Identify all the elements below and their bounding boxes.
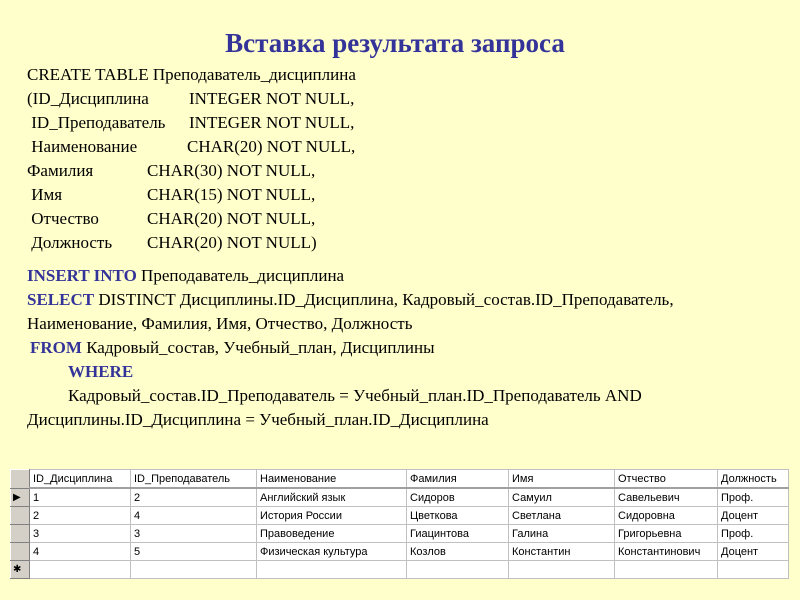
column-name: (ID_Дисциплина (27, 89, 149, 108)
select-line (27, 290, 674, 310)
column-type: CHAR(20) NOT NULL, (187, 137, 356, 156)
table-cell[interactable]: 3 (30, 525, 131, 543)
create-line (27, 89, 355, 109)
row-selector[interactable] (11, 525, 30, 543)
table-cell[interactable]: Константин (509, 543, 615, 561)
select-line-2: Наименование, Фамилия, Имя, Отчество, Должность (27, 314, 413, 333)
column-header[interactable]: ID_Преподаватель (131, 470, 257, 489)
column-type: CHAR(30) NOT NULL, (147, 161, 316, 180)
column-name: Наименование (27, 137, 138, 156)
column-type: INTEGER NOT NULL, (189, 113, 355, 132)
create-line (27, 209, 316, 229)
column-name: CREATE TABLE Преподаватель_дисциплина (27, 65, 356, 84)
select-fields: DISTINCT Дисциплины.ID_Дисциплина, Кадровый_состав.ID_Преподаватель, (94, 290, 674, 309)
table-cell[interactable]: История России (257, 507, 407, 525)
column-type: CHAR(15) NOT NULL, (147, 185, 316, 204)
new-row[interactable] (11, 561, 789, 579)
slide-title: Вставка результата запроса (225, 28, 565, 58)
create-line (27, 233, 317, 253)
table-cell[interactable]: Сидоров (407, 488, 509, 507)
table-row[interactable] (11, 525, 789, 543)
table-cell[interactable]: 3 (131, 525, 257, 543)
table-cell[interactable]: Константинович (615, 543, 718, 561)
new-record-icon[interactable]: ✱ (11, 561, 30, 579)
table-row[interactable] (11, 488, 789, 507)
column-name: ID_Преподаватель (27, 113, 166, 132)
column-name: Должность (27, 233, 113, 252)
result-table (10, 469, 789, 579)
table-cell[interactable]: Савельевич (615, 488, 718, 507)
column-type: INTEGER NOT NULL, (189, 89, 355, 108)
column-header[interactable]: Наименование (257, 470, 407, 489)
keyword-from: FROM (30, 338, 82, 357)
column-name: Имя (27, 185, 63, 204)
where-line-2: Дисциплины.ID_Дисциплина = Учебный_план.ID_Дисциплина (27, 410, 489, 429)
table-cell[interactable]: Доцент (718, 543, 789, 561)
create-line (27, 113, 355, 133)
table-cell[interactable] (718, 561, 789, 579)
table-cell[interactable]: 4 (131, 507, 257, 525)
table-cell[interactable]: Проф. (718, 525, 789, 543)
column-header[interactable]: Фамилия (407, 470, 509, 489)
table-cell[interactable]: Григорьевна (615, 525, 718, 543)
keyword-insert: INSERT INTO (27, 266, 137, 285)
create-line (27, 161, 316, 181)
row-selector-header (11, 470, 30, 489)
column-name: Фамилия (27, 161, 94, 180)
insert-line (27, 266, 344, 286)
column-name: Отчество (27, 209, 99, 228)
table-cell[interactable]: 2 (30, 507, 131, 525)
table-cell[interactable]: Цветкова (407, 507, 509, 525)
table-cell[interactable]: Проф. (718, 488, 789, 507)
column-header[interactable]: ID_Дисциплина (30, 470, 131, 489)
column-header[interactable]: Отчество (615, 470, 718, 489)
where-line-1: Кадровый_состав.ID_Преподаватель = Учебный_план.ID_Преподаватель AND (68, 386, 642, 405)
table-cell[interactable] (615, 561, 718, 579)
table-cell[interactable]: Светлана (509, 507, 615, 525)
row-selector[interactable] (11, 507, 30, 525)
table-cell[interactable] (407, 561, 509, 579)
table-cell[interactable]: Физическая культура (257, 543, 407, 561)
table-cell[interactable]: Козлов (407, 543, 509, 561)
from-tables: Кадровый_состав, Учебный_план, Дисциплины (81, 338, 435, 357)
column-header[interactable]: Должность (718, 470, 789, 489)
table-cell[interactable]: Гиацинтова (407, 525, 509, 543)
table-cell[interactable]: Правоведение (257, 525, 407, 543)
from-line (30, 338, 435, 358)
column-type: CHAR(20) NOT NULL) (147, 233, 317, 252)
column-type: CHAR(20) NOT NULL, (147, 209, 316, 228)
table-cell[interactable] (30, 561, 131, 579)
table-cell[interactable]: Галина (509, 525, 615, 543)
create-line (27, 185, 316, 205)
table-cell[interactable]: Доцент (718, 507, 789, 525)
create-line (27, 65, 356, 85)
table-cell[interactable] (257, 561, 407, 579)
insert-target: Преподаватель_дисциплина (136, 266, 345, 285)
table-cell[interactable]: 1 (30, 488, 131, 507)
table-row[interactable] (11, 543, 789, 561)
row-selector[interactable] (11, 543, 30, 561)
table-cell[interactable]: 5 (131, 543, 257, 561)
table-cell[interactable]: Английский язык (257, 488, 407, 507)
row-selector[interactable]: ▶ (11, 488, 30, 507)
table-cell[interactable] (509, 561, 615, 579)
table-cell[interactable]: 2 (131, 488, 257, 507)
table-cell[interactable]: Сидоровна (615, 507, 718, 525)
keyword-select: SELECT (27, 290, 95, 309)
column-header[interactable]: Имя (509, 470, 615, 489)
table-cell[interactable]: Самуил (509, 488, 615, 507)
table-cell[interactable]: 4 (30, 543, 131, 561)
table-cell[interactable] (131, 561, 257, 579)
keyword-where: WHERE (68, 362, 134, 381)
create-line (27, 137, 356, 157)
table-row[interactable] (11, 507, 789, 525)
